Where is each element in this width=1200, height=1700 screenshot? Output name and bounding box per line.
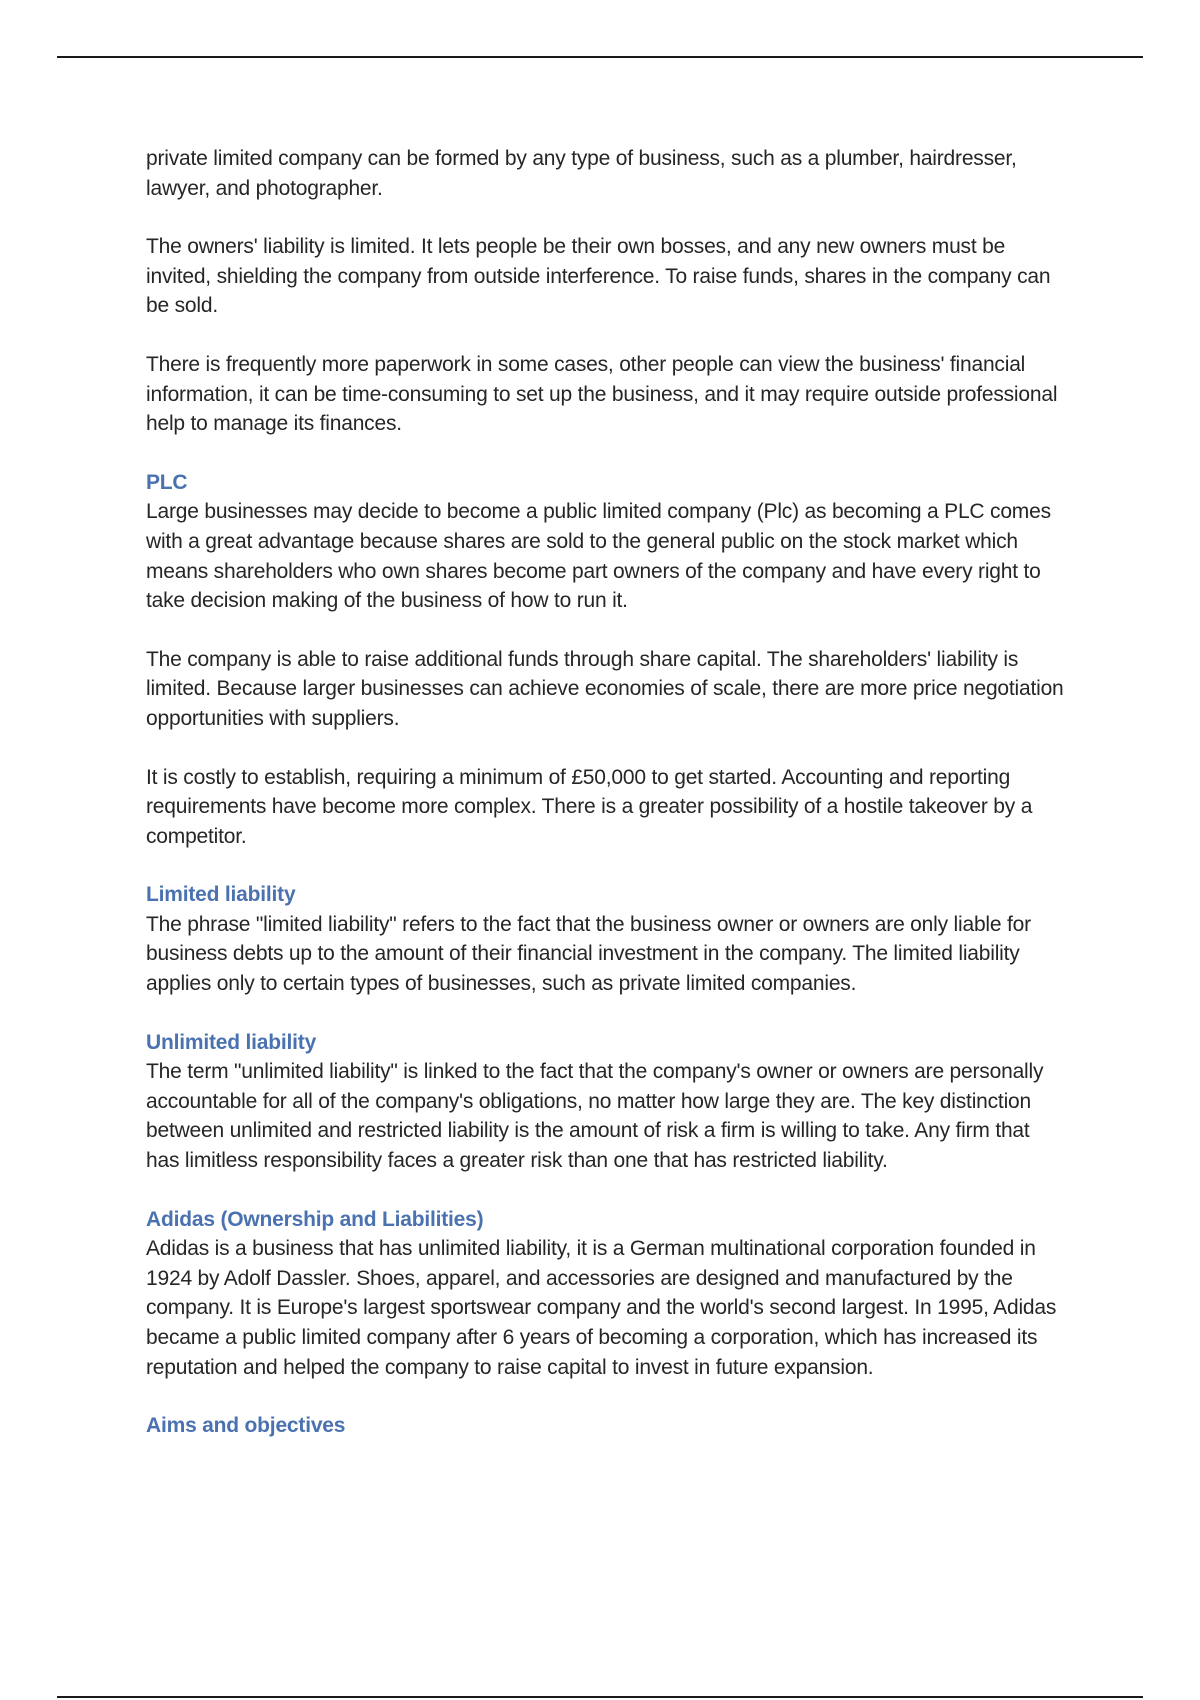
plc-heading: PLC	[146, 470, 188, 494]
intro-paragraph-2: The owners' liability is limited. It lets people be their own bosses, and any new owners must be invited, shielding the company from outside interference. To raise funds, shares in the company can be sold.	[146, 235, 1051, 318]
document-body	[146, 144, 1066, 1441]
footer-rule	[57, 1696, 1143, 1698]
intro-paragraph-1: private limited company can be formed by any type of business, such as a plumber, hairdresser, lawyer, and photographer.	[146, 147, 1017, 200]
limited-liability-paragraph: The phrase "limited liability" refers to the fact that the business owner or owners are only liable for business debts up to the amount of their financial investment in the company. The limited liability applies only to certain types of businesses, such as private limited companies.	[146, 912, 1031, 996]
unlimited-liability-heading: Unlimited liability	[146, 1030, 317, 1054]
plc-paragraph-2: The company is able to raise additional funds through share capital. The shareholders' liability is limited. Because larger businesses can achieve economies of scale, there are more price negotiation opportunities with suppliers.	[146, 647, 1064, 730]
header-rule	[57, 56, 1143, 58]
aims-heading: Aims and objectives	[146, 1414, 346, 1438]
plc-paragraph-1: Large businesses may decide to become a public limited company (Plc) as becoming a PLC comes with a great advantage because shares are sold to the general public on the stock market which means shareholders who own shares become part owners of the company and have every right to take decision making of the business of how to run it.	[146, 500, 1051, 613]
intro-paragraph-3: There is frequently more paperwork in some cases, other people can view the business' financial information, it can be time-consuming to set up the business, and it may require outside professional help to manage its finances.	[146, 352, 1058, 436]
adidas-paragraph: Adidas is a business that has unlimited liability, it is a German multinational corporation founded in 1924 by Adolf Dassler. Shoes, apparel, and accessories are designed and manufactured by the company. It is Europe's largest sportswear company and the world's second largest. In 1995, Adidas became a public limited company after 6 years of becoming a corporation, which has increased its reputation and helped the company to raise capital to invest in future expansion.	[146, 1237, 1057, 1379]
unlimited-liability-paragraph: The term "unlimited liability" is linked to the fact that the company's owner or owners are personally accountable for all of the company's obligations, no matter how large they are. The key distinction between unlimited and restricted liability is the amount of risk a firm is willing to take. Any firm that has limitless responsibility faces a greater risk than one that has restricted liability.	[146, 1060, 1044, 1173]
plc-paragraph-3: It is costly to establish, requiring a minimum of £50,000 to get started. Accounting and reporting requirements have become more complex. There is a greater possibility of a hostile takeover by a competitor.	[146, 765, 1033, 848]
limited-liability-heading: Limited liability	[146, 883, 296, 907]
adidas-heading: Adidas (Ownership and Liabilities)	[146, 1207, 484, 1231]
